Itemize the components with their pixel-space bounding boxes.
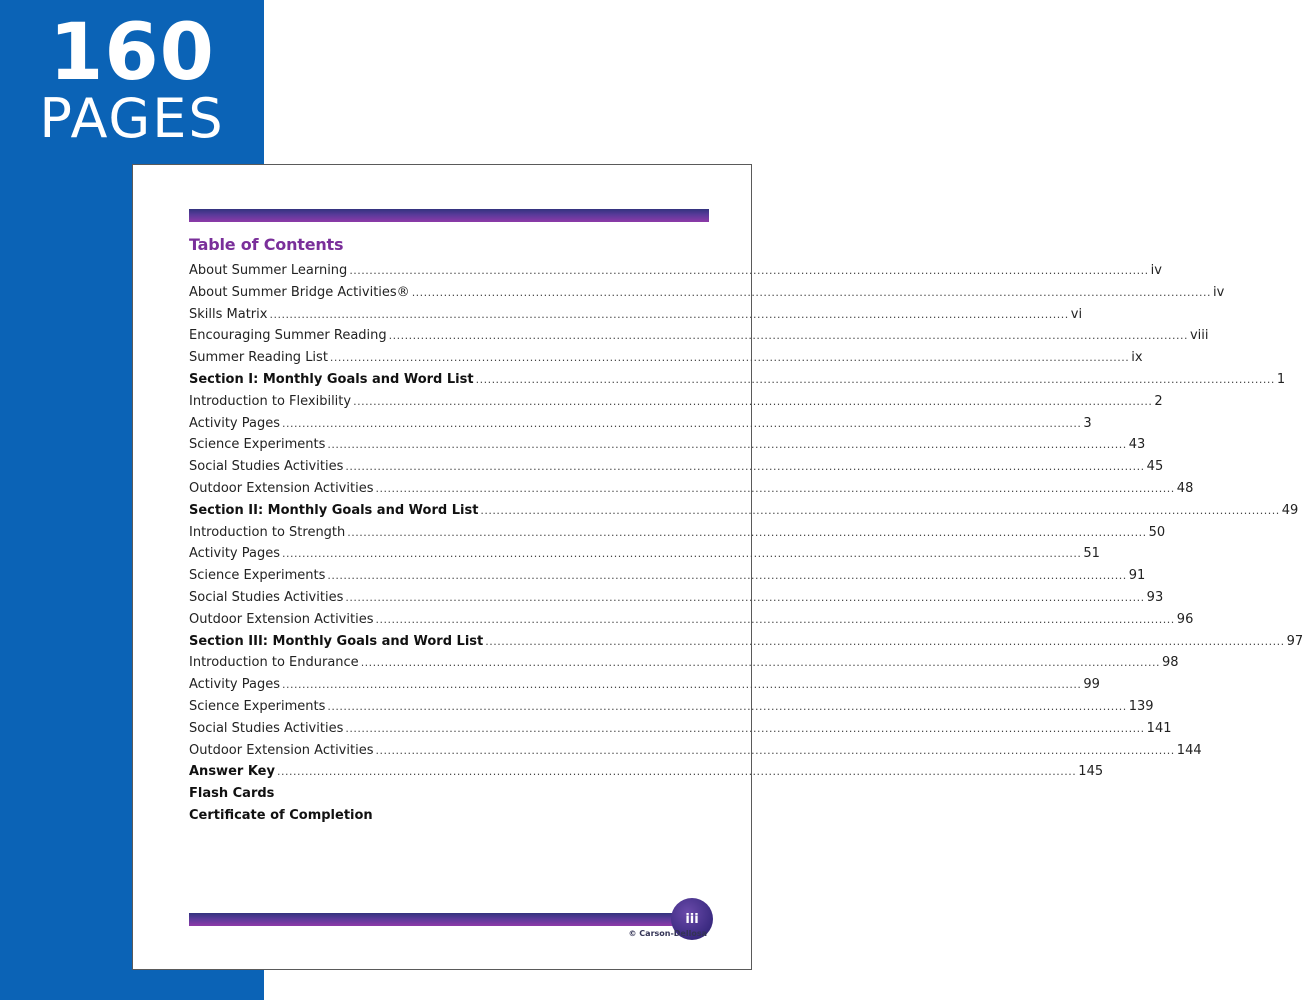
toc-dot-leader: ........................................................................................................................................................................................................ bbox=[345, 460, 1145, 474]
toc-dot-leader: ........................................................................................................................................................................................................ bbox=[282, 416, 1082, 430]
toc-entry bbox=[189, 415, 1092, 438]
toc-entry bbox=[189, 808, 709, 830]
bottom-decorative-rule bbox=[189, 913, 689, 926]
toc-dot-leader: ........................................................................................................................................................................................................ bbox=[349, 264, 1149, 277]
toc-entry-label: Encouraging Summer Reading bbox=[189, 328, 387, 344]
toc-entry-label: Activity Pages bbox=[189, 415, 280, 431]
toc-entry bbox=[189, 480, 1194, 503]
toc-entry-label: Section III: Monthly Goals and Word List bbox=[189, 633, 484, 649]
toc-dot-leader: ........................................................................................................................................................................................................ bbox=[345, 721, 1145, 735]
toc-dot-leader: ........................................................................................................................................................................................................ bbox=[375, 612, 1175, 626]
toc-dot-leader: ........................................................................................................................................................................................................ bbox=[327, 438, 1127, 452]
toc-entry-label: Introduction to Endurance bbox=[189, 655, 359, 671]
toc-dot-leader: ........................................................................................................................................................................................................ bbox=[388, 329, 1188, 343]
toc-entry-page: 1 bbox=[1276, 371, 1286, 387]
toc-entry bbox=[189, 568, 1146, 590]
toc-dot-leader: ........................................................................................................................................................................................................ bbox=[282, 547, 1082, 561]
toc-entry bbox=[189, 720, 1172, 743]
toc-entry bbox=[189, 502, 1299, 525]
toc-dot-leader: ........................................................................................................................................................................................................ bbox=[276, 765, 1077, 779]
toc-entry-label: Outdoor Extension Activities bbox=[189, 480, 374, 496]
toc-entry bbox=[189, 393, 1163, 416]
toc-entry bbox=[189, 633, 1303, 656]
toc-entry-page: 139 bbox=[1128, 698, 1154, 714]
toc-entry-page: 45 bbox=[1146, 459, 1164, 475]
toc-entry-label: Outdoor Extension Activities bbox=[189, 611, 374, 627]
toc-dot-leader: ........................................................................................................................................................................................................ bbox=[475, 372, 1275, 386]
toc-entry-label: Science Experiments bbox=[189, 698, 326, 714]
toc-entry-page: 3 bbox=[1083, 415, 1092, 431]
book-page bbox=[132, 164, 1303, 970]
toc-entry-label: Introduction to Strength bbox=[189, 524, 346, 540]
toc-entry bbox=[189, 437, 1146, 459]
toc-entry-label: Science Experiments bbox=[189, 437, 326, 453]
toc-entry bbox=[189, 655, 1179, 677]
toc-entry-label: Section II: Monthly Goals and Word List bbox=[189, 502, 479, 518]
toc-entry-page: 51 bbox=[1083, 546, 1100, 562]
toc-entry bbox=[189, 589, 1164, 612]
toc-entry-label: Summer Reading List bbox=[189, 350, 328, 366]
toc-entry-page: 99 bbox=[1083, 677, 1100, 693]
toc-entry bbox=[189, 328, 1209, 350]
toc-dot-leader: ........................................................................................................................................................................................................ bbox=[329, 351, 1130, 365]
toc-entry-label: Activity Pages bbox=[189, 546, 280, 562]
toc-entry-label: About Summer Bridge Activities® bbox=[189, 284, 410, 300]
toc-dot-leader: ........................................................................................................................................................................................................ bbox=[327, 569, 1127, 583]
page-count-number: 160 bbox=[49, 8, 215, 98]
toc-entry bbox=[189, 524, 1166, 547]
toc-entry-label: Activity Pages bbox=[189, 677, 280, 693]
toc-dot-leader: ........................................................................................................................................................................................................ bbox=[485, 634, 1285, 648]
toc-entry-label: Skills Matrix bbox=[189, 306, 268, 322]
toc-list bbox=[189, 263, 1303, 830]
toc-entry-page: 49 bbox=[1281, 502, 1299, 518]
toc-dot-leader: ........................................................................................................................................................................................................ bbox=[327, 699, 1127, 713]
toc-dot-leader: ........................................................................................................................................................................................................ bbox=[375, 743, 1175, 757]
toc-entry bbox=[189, 306, 1083, 329]
toc-entry-page: 144 bbox=[1176, 742, 1202, 758]
toc-entry-page: iv bbox=[1150, 263, 1162, 278]
toc-entry-label: Social Studies Activities bbox=[189, 589, 344, 605]
toc-entry-page: 43 bbox=[1128, 437, 1146, 453]
copyright-text: © Carson-Dellosa bbox=[628, 929, 707, 938]
toc-entry-page: 145 bbox=[1078, 764, 1104, 780]
toc-entry-label: Social Studies Activities bbox=[189, 459, 344, 475]
toc-title: Table of Contents bbox=[189, 235, 344, 254]
top-decorative-rule bbox=[189, 209, 709, 222]
toc-entry-page: 2 bbox=[1154, 393, 1163, 409]
toc-entry bbox=[189, 611, 1194, 634]
toc-dot-leader: ........................................................................................................................................................................................................ bbox=[353, 394, 1153, 408]
toc-entry-label: Flash Cards bbox=[189, 786, 275, 802]
toc-entry-page: viii bbox=[1189, 328, 1209, 344]
toc-dot-leader: ........................................................................................................................................................................................................ bbox=[269, 307, 1069, 321]
toc-dot-leader: ........................................................................................................................................................................................................ bbox=[345, 590, 1145, 604]
toc-entry bbox=[189, 284, 1225, 307]
toc-entry-label: Introduction to Flexibility bbox=[189, 393, 352, 409]
toc-entry-page: ix bbox=[1131, 350, 1143, 366]
toc-entry-page: 50 bbox=[1148, 524, 1166, 540]
toc-entry-page: 96 bbox=[1176, 611, 1194, 627]
toc-dot-leader: ........................................................................................................................................................................................................ bbox=[411, 285, 1212, 299]
toc-dot-leader: ........................................................................................................................................................................................................ bbox=[480, 503, 1280, 517]
toc-entry-page: 93 bbox=[1146, 589, 1164, 605]
toc-entry-page: 48 bbox=[1176, 480, 1194, 496]
toc-entry-label: Social Studies Activities bbox=[189, 720, 344, 736]
toc-dot-leader: ........................................................................................................................................................................................................ bbox=[347, 525, 1147, 539]
toc-entry-label: Answer Key bbox=[189, 764, 275, 780]
toc-entry bbox=[189, 371, 1286, 394]
toc-entry bbox=[189, 698, 1154, 721]
toc-entry bbox=[189, 263, 1162, 285]
toc-entry-label: About Summer Learning bbox=[189, 263, 348, 278]
toc-entry bbox=[189, 350, 1143, 372]
page-number-badge: iii bbox=[671, 898, 713, 940]
toc-dot-leader: ........................................................................................................................................................................................................ bbox=[282, 678, 1082, 692]
toc-entry bbox=[189, 459, 1164, 481]
toc-dot-leader: ........................................................................................................................................................................................................ bbox=[360, 656, 1161, 670]
toc-entry-label: Outdoor Extension Activities bbox=[189, 742, 374, 758]
toc-entry-page: 91 bbox=[1128, 568, 1146, 584]
toc-entry-page: 141 bbox=[1146, 720, 1172, 736]
page-count-label: PAGES bbox=[39, 87, 225, 150]
toc-entry bbox=[189, 546, 1100, 568]
toc-entry-page: iv bbox=[1213, 284, 1225, 300]
toc-entry-page: 98 bbox=[1162, 655, 1179, 671]
toc-entry-label: Certificate of Completion bbox=[189, 807, 373, 823]
toc-entry-label: Section I: Monthly Goals and Word List bbox=[189, 371, 474, 387]
toc-entry-label: Science Experiments bbox=[189, 568, 326, 584]
toc-entry bbox=[189, 742, 1202, 765]
toc-dot-leader: ........................................................................................................................................................................................................ bbox=[375, 481, 1175, 495]
toc-entry bbox=[189, 764, 1104, 786]
toc-entry-page: vi bbox=[1070, 306, 1083, 322]
toc-entry bbox=[189, 677, 1100, 699]
toc-entry bbox=[189, 786, 709, 808]
toc-entry-page: 97 bbox=[1286, 633, 1303, 649]
